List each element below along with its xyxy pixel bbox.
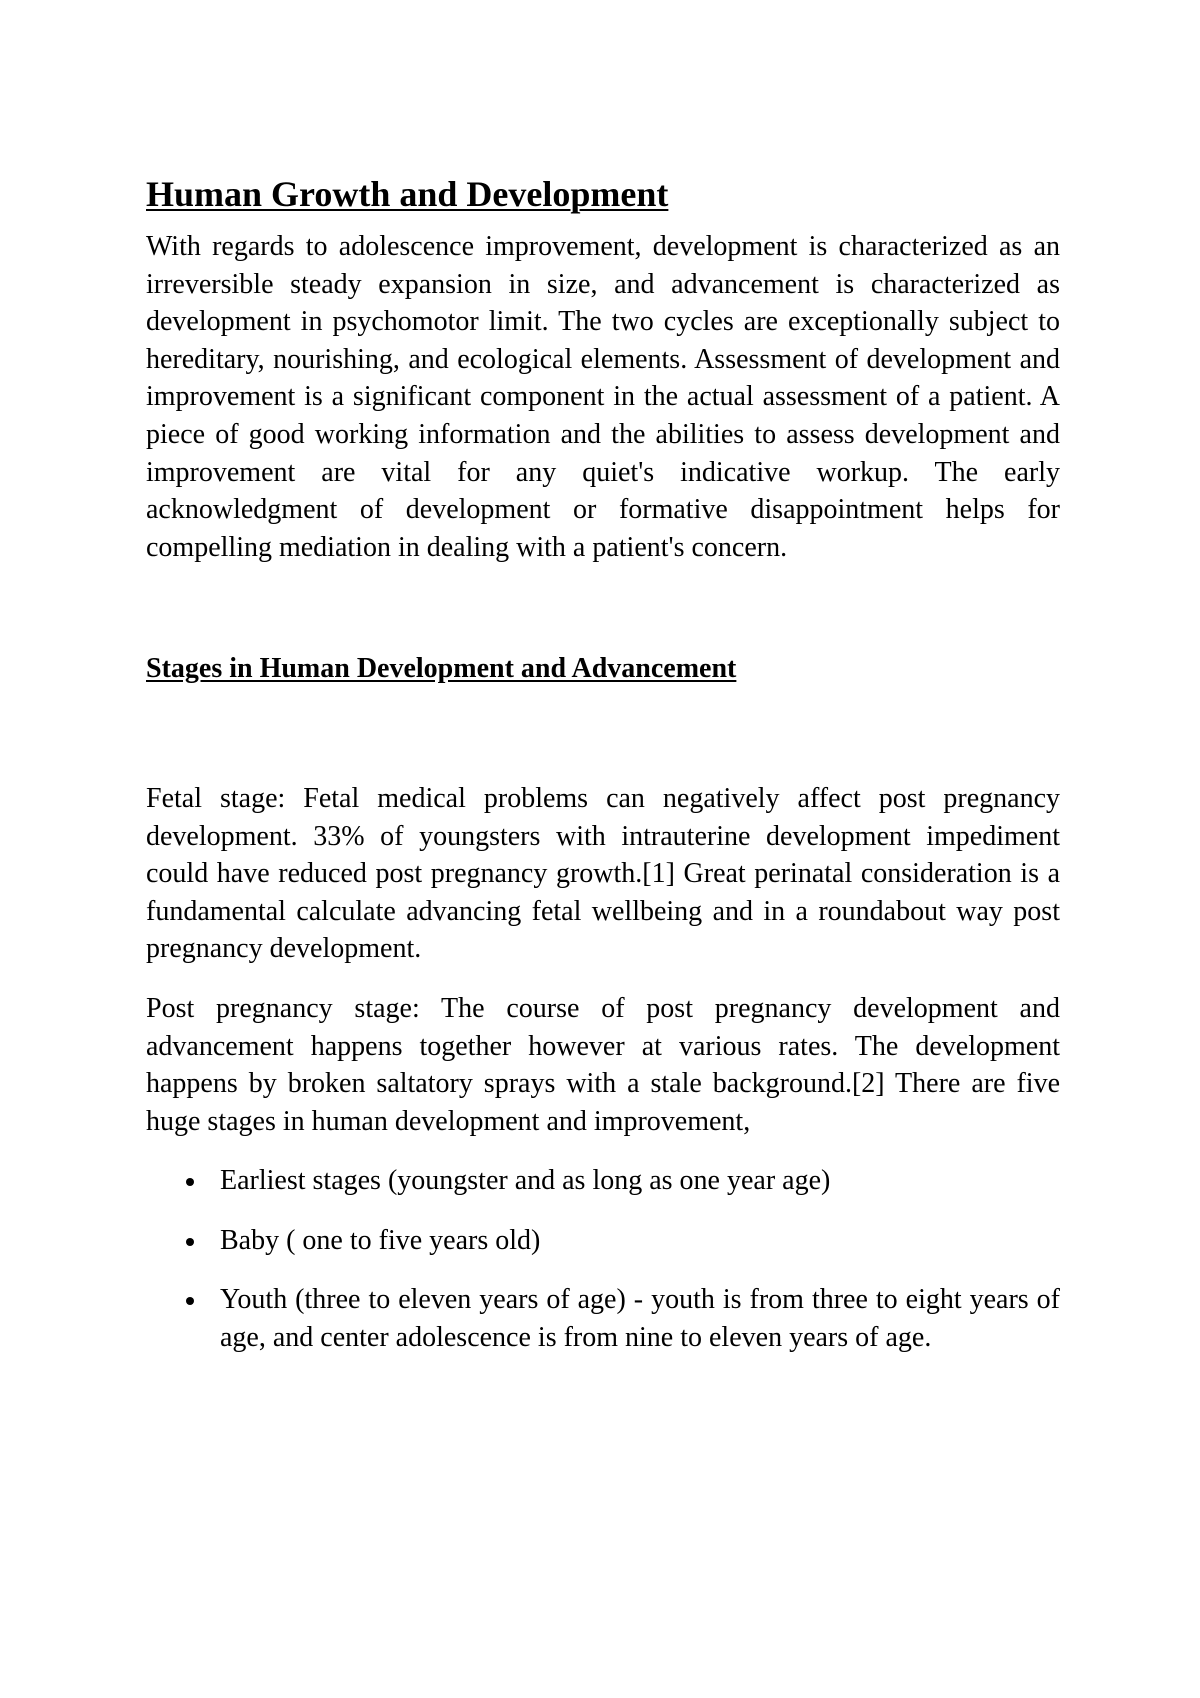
- list-item-text: Youth (three to eleven years of age) - youth is from three to eight years of age, and center adolescence is from nine to eleven years of age.: [220, 1284, 1060, 1354]
- bullet-icon: [186, 1297, 194, 1305]
- fetal-stage-paragraph: Fetal stage: Fetal medical problems can negatively affect post pregnancy development. 33% of youngsters with intrauterine development impediment could have reduced post pregnancy growth.[1] Great perinatal consideration is a fundamental calculate advancing fetal wellbeing and in a roundabout way post pregnancy development.: [146, 782, 1060, 965]
- list-item: [146, 1281, 1060, 1356]
- post-pregnancy-paragraph: Post pregnancy stage: The course of post pregnancy development and advancement happens together however at various rates. The development happens by broken saltatory sprays with a stale background.[2] There are five huge stages in human development and improvement,: [146, 992, 1060, 1137]
- bullet-icon: [186, 1178, 194, 1186]
- bullet-icon: [186, 1238, 194, 1246]
- list-item-text: Earliest stages (youngster and as long as one year age): [220, 1165, 831, 1197]
- document-title: Human Growth and Development: [146, 174, 669, 214]
- intro-paragraph: With regards to adolescence improvement, development is characterized as an irreversible steady expansion in size, and advancement is characterized as development in psychomotor limit. The two cycles are exceptionally subject to hereditary, nourishing, and ecological elements. Assessment of development and improvement is a significant component in the actual assessment of a patient. A piece of good working information and the abilities to assess development and improvement are vital for any quiet's indicative workup. The early acknowledgment of development or formative disappointment helps for compelling mediation in dealing with a patient's concern.: [146, 231, 1060, 563]
- list-item: [146, 1222, 1060, 1260]
- list-item: [146, 1162, 1060, 1200]
- list-item-text: Baby ( one to five years old): [220, 1224, 541, 1256]
- document-page: [146, 170, 1060, 1379]
- section-heading: Stages in Human Development and Advancement: [146, 653, 737, 685]
- stages-list: [146, 1162, 1060, 1356]
